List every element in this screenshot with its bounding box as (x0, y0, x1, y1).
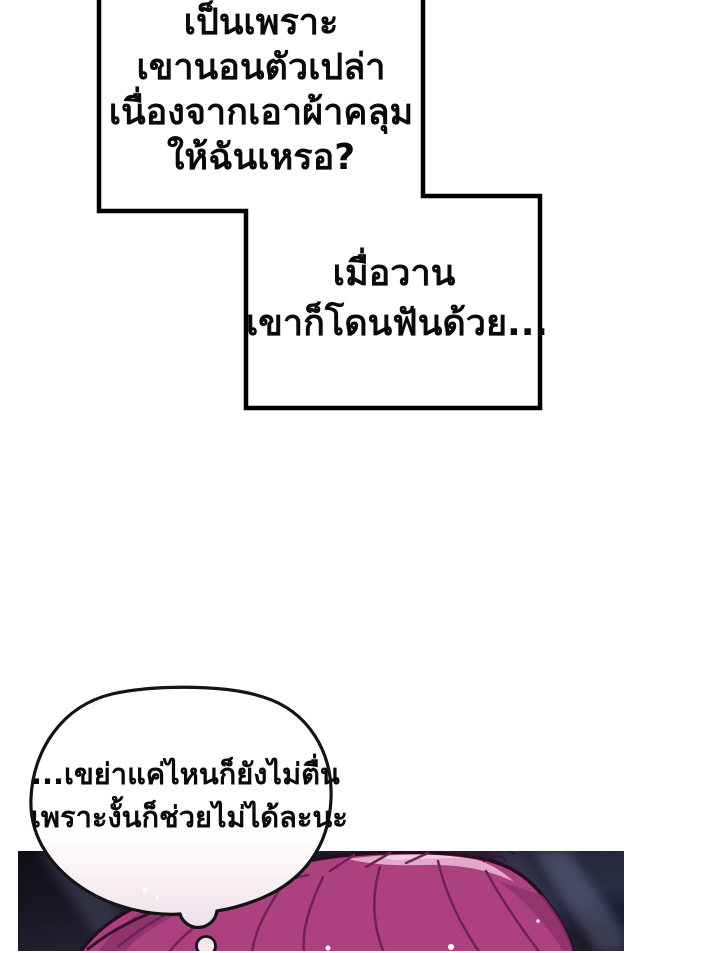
thought-bubble-text (31, 753, 348, 839)
speech-line: เมื่อวาน (332, 253, 456, 294)
speech-box-2 (246, 249, 549, 349)
speech-line: ให้ฉันเหรอ? (166, 137, 356, 178)
speech-line: เนื่องจากเอาผ้าคลุม (108, 92, 414, 133)
thought-line: เพราะงั้นก็ช่วยไม่ได้ละนะ (31, 800, 348, 834)
speech-line: เขานอนตัวเปล่า (136, 47, 386, 88)
thought-line: ...เขย่าแค่ไหนก็ยังไม่ตื่น (31, 757, 340, 791)
speech-line: เขาก็โดนฟันด้วย... (246, 303, 549, 344)
speech-line: เป็นเพราะ (183, 2, 339, 43)
speech-box-1 (99, 0, 423, 180)
